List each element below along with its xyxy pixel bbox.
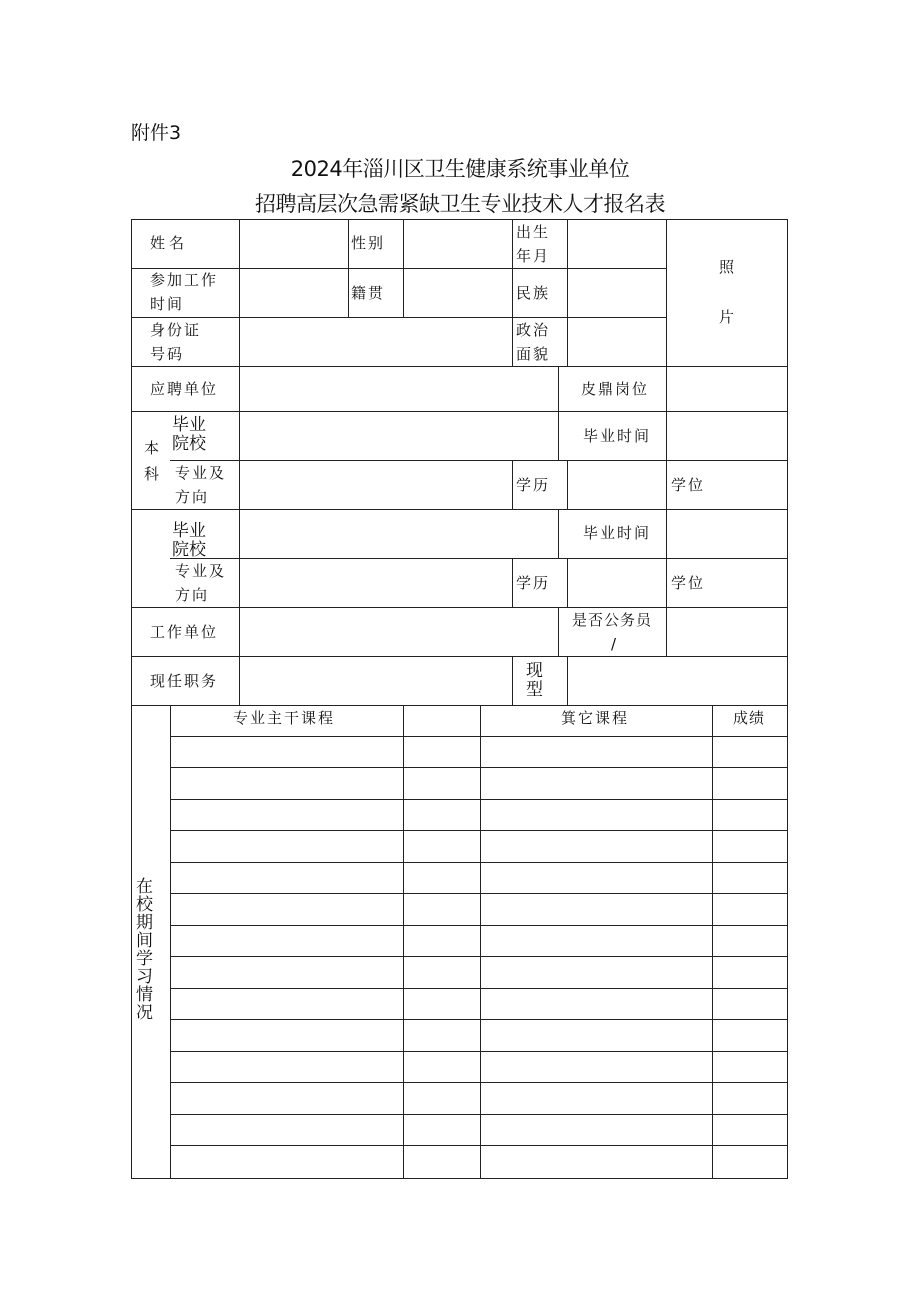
label-school-line2: 院校 — [172, 434, 206, 454]
label-birth-line2: 年月 — [516, 247, 551, 265]
label-education: 学历 — [516, 476, 551, 494]
label-id-number-line2: 号码 — [150, 345, 185, 363]
label-work-start-line1: 参加工作 — [150, 271, 219, 289]
label-degree-2: 学位 — [671, 574, 706, 592]
header-other-courses: 箕它课程 — [561, 709, 630, 727]
label-work-unit: 工作单位 — [150, 623, 219, 641]
label-current-type-line2: 型 — [526, 680, 543, 700]
label-id-number-line1: 身份证 — [150, 321, 202, 339]
label-undergrad-line2: 科 — [144, 465, 160, 483]
label-school-line1: 毕业 — [172, 415, 206, 435]
label-undergrad-line1: 本 — [144, 439, 160, 457]
label-study-section: 在校期间学习情况 — [136, 877, 153, 1023]
label-grad-time: 毕业时间 — [583, 427, 652, 445]
form-title-line2: 招聘高层次急需紧缺卫生专业技术人才报名表 — [255, 192, 665, 216]
label-birth-line1: 出生 — [516, 223, 551, 241]
header-major-courses: 专业主干课程 — [233, 709, 336, 727]
label-gender: 性别 — [351, 234, 386, 252]
label-grad-time-2: 毕业时间 — [583, 524, 652, 542]
label-major2-line2: 方向 — [175, 586, 210, 604]
label-political-line1: 政治 — [516, 321, 551, 339]
label-apply-unit: 应聘单位 — [150, 380, 219, 398]
attachment-label: 附件3 — [131, 122, 182, 144]
label-ethnicity: 民族 — [516, 284, 551, 302]
label-apply-post: 皮鼎岗位 — [581, 380, 650, 398]
label-political-line2: 面貌 — [516, 345, 551, 363]
label-native-place: 籍贯 — [351, 284, 386, 302]
label-school2-line1: 毕业 — [172, 521, 206, 541]
form-title-line1: 2024年淄川区卫生健康系统事业单位 — [290, 157, 630, 181]
label-current-post: 现任职务 — [150, 672, 219, 690]
label-civil-servant-line2: / — [611, 635, 617, 653]
label-degree: 学位 — [671, 476, 706, 494]
label-photo-line2: 片 — [719, 308, 735, 326]
label-work-start-line2: 时间 — [150, 295, 185, 313]
label-education-2: 学历 — [516, 574, 551, 592]
header-score: 成绩 — [733, 709, 766, 727]
label-school2-line2: 院校 — [172, 540, 206, 560]
label-photo-line1: 照 — [719, 258, 735, 276]
label-current-type-line1: 现 — [526, 661, 543, 681]
label-name: 姓名 — [150, 234, 189, 252]
label-civil-servant-line1: 是否公务员 — [572, 611, 653, 629]
label-major-line1: 专业及 — [175, 464, 227, 482]
label-major2-line1: 专业及 — [175, 562, 227, 580]
label-major-line2: 方向 — [175, 488, 210, 506]
